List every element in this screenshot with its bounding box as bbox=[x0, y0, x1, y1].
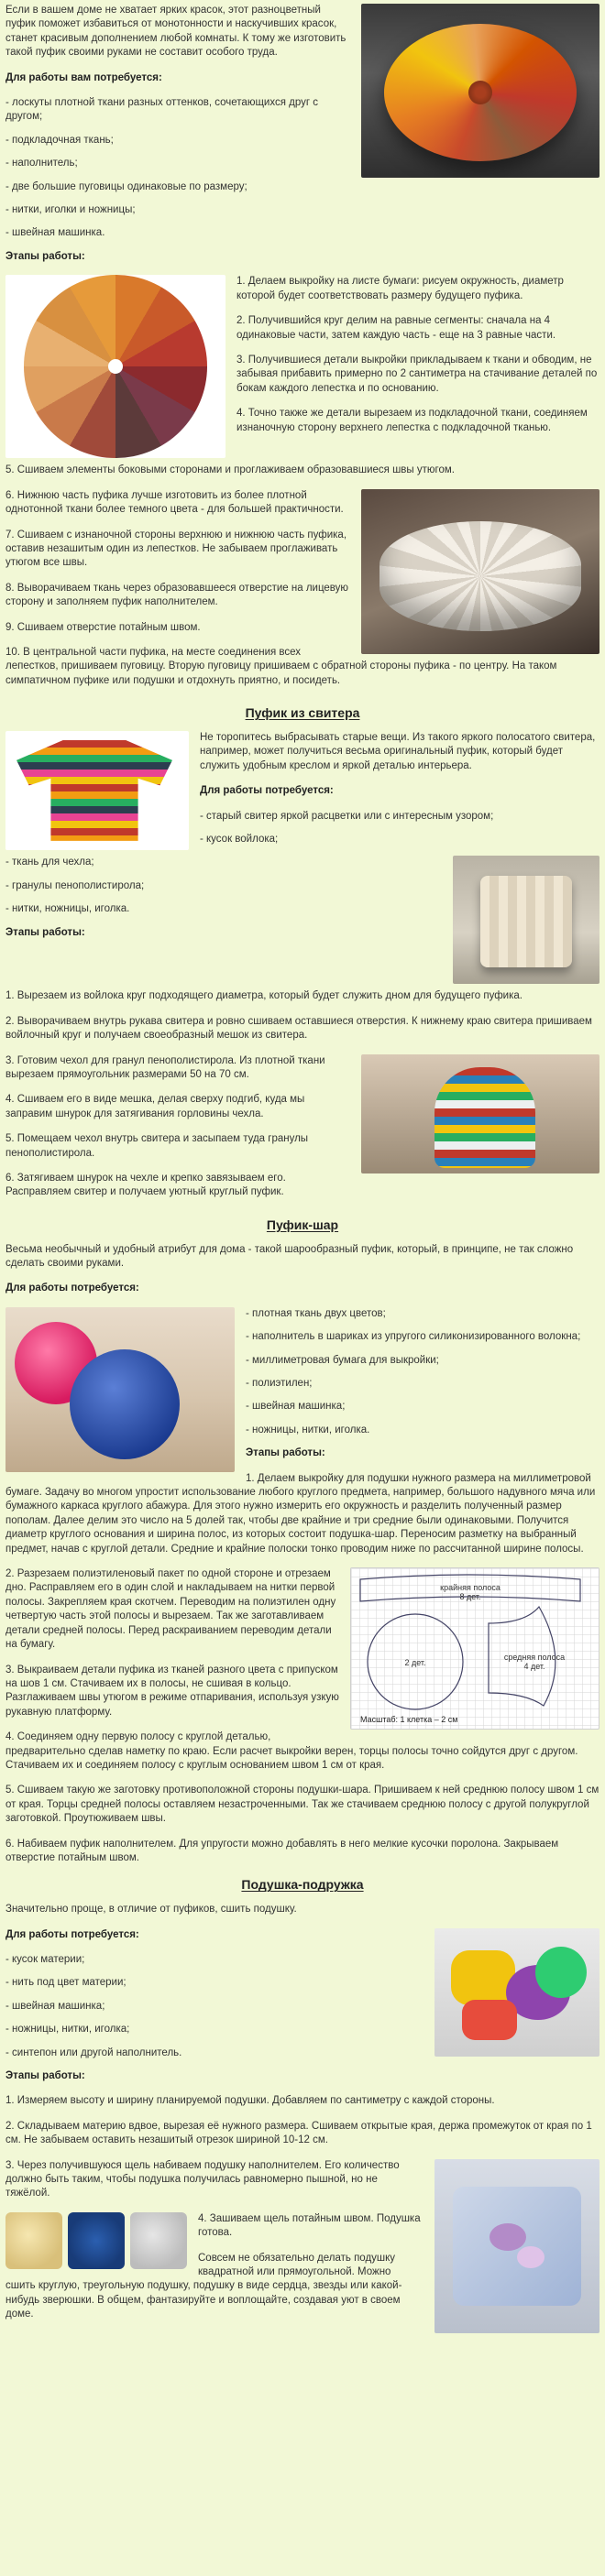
striped-pouf-photo bbox=[361, 1054, 600, 1173]
flower-pillow-photo bbox=[434, 2159, 600, 2333]
step: 1. Делаем выкройку для подушки нужного размера на миллиметровой бумаге. Задачу во многом упростит использование любого круглого предмета, например, большого надувного мяча или бумажного каркаса круглого абажура. Для этого нужно измерить его окружность и разделить полученный размер пополам. Далее делим это число на 5 долей так, чтобы две крайние и три средние были одинаковыми. Получится диаметр круглого основания и ширина полос, из которых состоит подушка-шар. Переносим разметку на выбранный предмет, начав с круглой детали. Средние и крайние полоски тонко проводим ниже по рассчитанной ширине полосы. bbox=[6, 1472, 596, 1555]
section-lead: Весьма необычный и удобный атрибут для дома - такой шарообразный пуфик, который, в принципе, не так сложно сделать своими руками. bbox=[6, 1243, 574, 1269]
step: 5. Помещаем чехол внутрь свитера и засыпаем туда гранулы пенополистирола. bbox=[6, 1133, 309, 1159]
step: 1. Делаем выкройку на листе бумаги: рисуем окружность, диаметр которой будет соответствовать размеру будущего пуфика. bbox=[236, 276, 564, 301]
middle-strip-label: средняя полоса bbox=[503, 1653, 566, 1663]
list-item: - нитки, иголки и ножницы; bbox=[6, 204, 136, 216]
step: 1. Вырезаем из войлока круг подходящего диаметра, который будет служить дном для будущего пуфика. bbox=[6, 990, 522, 1002]
section-title: Пуфик-шар bbox=[266, 1217, 339, 1232]
outer-strip-label: крайняя полоса bbox=[440, 1583, 500, 1593]
step: 2. Складываем материю вдвое, вырезая её нужного размера. Сшиваем открытые края, держа промежуток от края по 1 см. Не забываем оставить незашитый отрезок шириной 10-12 см. bbox=[6, 2120, 592, 2146]
list-item: - ножницы, нитки, иголка. bbox=[246, 1424, 370, 1435]
pattern-svg bbox=[351, 1568, 599, 1729]
materials-title: Для работы потребуется: bbox=[200, 785, 334, 797]
step: 8. Выворачиваем ткань через образовавшееся отверстие на лицевую сторону и заполняем пуфик наполнителем. bbox=[6, 582, 349, 608]
list-item: - старый свитер яркой расцветки или с интересным узором; bbox=[200, 810, 494, 822]
step: 2. Получившийся круг делим на равные сегменты: сначала на 4 одинаковые части, затем каждую часть - еще на 3 равные части. bbox=[236, 315, 556, 341]
step: 6. Затягиваем шнурок на чехле и крепко завязываем его. Расправляем свитер и получаем уютный круглый пуфик. bbox=[6, 1173, 286, 1198]
materials-title: Для работы потребуется: bbox=[6, 1283, 139, 1294]
list-item: - швейная машинка; bbox=[246, 1401, 346, 1413]
list-item: - подкладочная ткань; bbox=[6, 134, 114, 146]
base-circle-label: 2 дет. bbox=[404, 1658, 426, 1668]
list-item: - ножницы, нитки, иголка; bbox=[6, 2024, 130, 2036]
ball-pouf-photo bbox=[6, 1307, 235, 1472]
steps-title: Этапы работы: bbox=[6, 250, 85, 262]
materials-title: Для работы вам потребуется: bbox=[6, 71, 162, 83]
list-item: - швейная машинка. bbox=[6, 227, 105, 239]
step: 2. Выворачиваем внутрь рукава свитера и ровно сшиваем оставшиеся отверстия. К нижнему краю свитера пришиваем войлочный круг и получаем своеобразный мешок из свитера. bbox=[6, 1015, 592, 1042]
sweater-photo bbox=[6, 731, 189, 850]
section-lead: Значительно проще, в отличие от пуфиков, сшить подушку. bbox=[6, 1904, 297, 1916]
step: 3. Получившиеся детали выкройки прикладываем к ткани и обводим, не забывая прибавить примерно по 2 сантиметра на стачивание деталей по бокам каждого лепестка и по основанию. bbox=[236, 354, 598, 394]
thumbnail bbox=[6, 2212, 62, 2269]
pillow-thumbnails bbox=[6, 2212, 187, 2269]
thumbnail bbox=[68, 2212, 125, 2269]
list-item: - нитки, ножницы, иголка. bbox=[6, 903, 130, 915]
list-item: - швейная машинка; bbox=[6, 2000, 105, 2012]
step: 3. Готовим чехол для гранул пенополистирола. Из плотной ткани вырезаем прямоугольник размерами 50 на 70 см. bbox=[6, 1054, 325, 1080]
section-title: Пуфик из свитера bbox=[245, 705, 360, 721]
materials-title: Для работы потребуется: bbox=[6, 1928, 139, 1940]
step: 5. Сшиваем такую же заготовку противоположной стороны подушки-шара. Пришиваем к ней среднюю полосу швом 1 см от края. Торцы средней полосы оставляем незастроченными. Так же стачиваем среднюю полосу с другой полукруглой заготовкой. Проутюживаем швы. bbox=[6, 1785, 600, 1825]
list-item: - наполнитель; bbox=[6, 158, 78, 169]
step: 6. Нижнюю часть пуфика лучше изготовить из более плотной однотонной ткани более темного цвета - для большей практичности. bbox=[6, 489, 344, 516]
steps-title: Этапы работы: bbox=[6, 926, 85, 938]
step: 4. Точно также же детали вырезаем из подкладочной ткани, соединяем изнаночную сторону верхнего лепестка с подкладочной тканью. bbox=[236, 408, 588, 433]
step: 10. В центральной части пуфика, на месте соединения всех лепестков, пришиваем пуговицу. Вторую пуговицу пришиваем с обратной стороны пуфика - по центру. На таком симпатичном пуфике или подушки и отдохнуть приятно, и посидеть. bbox=[6, 646, 557, 686]
pattern-diagram bbox=[350, 1567, 600, 1730]
list-item: - наполнитель в шариках из упругого силиконизированного волокна; bbox=[246, 1331, 581, 1343]
thumbnail bbox=[130, 2212, 187, 2269]
list-item: - кусок материи; bbox=[6, 1953, 85, 1965]
step: 3. Через получившуюся щель набиваем подушку наполнителем. Его количество должно быть таким, чтобы подушка получилась равномерно пышной, но не тяжёлой. bbox=[6, 2159, 400, 2199]
list-item: - полиэтилен; bbox=[246, 1378, 313, 1389]
step: 5. Сшиваем элементы боковыми сторонами и проглаживаем образовавшиеся швы утюгом. bbox=[6, 464, 455, 476]
step: 4. Зашиваем щель потайным швом. Подушка готова. bbox=[198, 2212, 421, 2239]
section-title: Подушка-подружка bbox=[241, 1877, 364, 1893]
list-item: - нить под цвет материи; bbox=[6, 1977, 126, 1989]
list-item: - ткань для чехла; bbox=[6, 857, 94, 868]
list-item: - плотная ткань двух цветов; bbox=[246, 1307, 386, 1319]
list-item: - две большие пуговицы одинаковые по размеру; bbox=[6, 180, 248, 192]
pattern-wheel-photo bbox=[6, 275, 226, 458]
pouf-photo bbox=[361, 4, 600, 178]
knit-pouf-photo bbox=[453, 856, 600, 984]
step: 4. Сшиваем его в виде мешка, делая сверху подгиб, куда мы заправим шнурок для затягивания горловины чехла. bbox=[6, 1094, 305, 1119]
step: 4. Соединяем одну первую полосу с круглой деталью, предварительно сделав наметку по краю. Если расчет выкройки верен, торцы полосы точно сойдутся друг с другом. Стачиваем их и соединяем полосу с круглым основанием швом 1 см от края. bbox=[6, 1731, 578, 1771]
list-item: - лоскуты плотной ткани разных оттенков, сочетающихся друг с другом; bbox=[6, 97, 318, 123]
step: 3. Выкраиваем детали пуфика из тканей разного цвета с припуском на шов 1 см. Стачиваем их в полосы, не сшивая в кольцо. Разглаживаем швы утюгом в режиме отпаривания, используя узкую рукавную платформу. bbox=[6, 1664, 339, 1718]
step: 6. Набиваем пуфик наполнителем. Для упругости можно добавлять в него мелкие кусочки поролона. Закрываем отверстие потайным швом. bbox=[6, 1838, 559, 1863]
intro-lead: Если в вашем доме не хватает ярких красок, этот разноцветный пуфик поможет избавиться от монотонности и наскучивших красок, станет красивым дополнением любой комнаты. К тому же изготовить такой пуфик своими руками не составит особого труда. bbox=[6, 5, 346, 59]
step: 7. Сшиваем с изнаночной стороны верхнюю и нижнюю часть пуфика, оставив незашитым один из лепестков. Не забываем проглаживать утюгом все швы. bbox=[6, 529, 347, 569]
list-item: - миллиметровая бумага для выкройки; bbox=[246, 1354, 439, 1366]
pattern-scale: Масштаб: 1 клетка – 2 см bbox=[360, 1715, 458, 1725]
closing-note: Совсем не обязательно делать подушку квадратной или прямоугольной. Можно сшить круглую, треугольную подушку, подушку в виде сердца, звезды или какой-нибудь зверюшки. В общем, фантазируйте и воплощайте, создавая уют в своем доме. bbox=[6, 2252, 402, 2320]
step: 2. Разрезаем полиэтиленовый пакет по одной стороне и отрезаем дно. Расправляем его в один слой и накладываем на нитки первой полосы. Закрепляем края скотчем. Переводим на полиэтилен одну четвертую часть этой полосы и вырезаем. Так же заготавливаем детали средней полосы. Перед раскраиванием переводим детали на бумагу. bbox=[6, 1568, 336, 1651]
list-item: - гранулы пенополистирола; bbox=[6, 879, 145, 891]
sewing-photo bbox=[361, 489, 600, 654]
steps-title: Этапы работы: bbox=[246, 1447, 325, 1459]
pillows-photo bbox=[434, 1928, 600, 2057]
list-item: - кусок войлока; bbox=[200, 833, 279, 845]
step: 1. Измеряем высоту и ширину планируемой подушки. Добавляем по сантиметру с каждой стороны. bbox=[6, 2095, 495, 2107]
section-lead: Не торопитесь выбрасывать старые вещи. Из такого яркого полосатого свитера, например, может получиться весьма оригинальный пуфик, который будет служить удобным креслом и яркой деталью интерьера. bbox=[200, 731, 596, 771]
step: 9. Сшиваем отверстие потайным швом. bbox=[6, 621, 201, 633]
steps-title: Этапы работы: bbox=[6, 2069, 85, 2081]
list-item: - синтепон или другой наполнитель. bbox=[6, 2047, 182, 2058]
middle-strip-count: 4 дет. bbox=[523, 1662, 545, 1672]
outer-strip-count: 8 дет. bbox=[459, 1592, 481, 1602]
